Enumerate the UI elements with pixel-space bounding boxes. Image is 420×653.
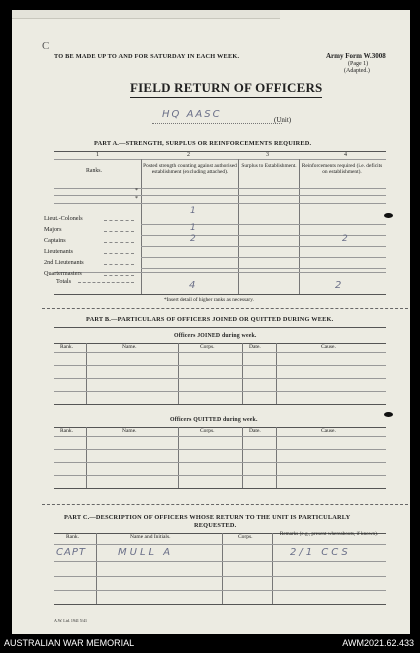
form-id: Army Form W.3008 [326, 52, 386, 60]
joined-col-header: Corps. [200, 344, 215, 350]
col-number-1: 1 [96, 152, 99, 158]
attached-tab [12, 10, 280, 19]
part-c-name-header: Name and Initials. [130, 534, 171, 540]
rank-label: 2nd Lieutenants [44, 259, 84, 266]
rank-label: Quartermasters [44, 270, 82, 277]
lieut-colonels-posted: 1 [190, 206, 196, 216]
quitted-col-header: Rank. [60, 428, 73, 434]
ranks-header: Ranks. [86, 168, 102, 174]
punch-hole [384, 412, 393, 417]
reinforcements-header: Reinforcements required (i.e. deficits on establishment). [301, 163, 383, 175]
joined-col-header: Rank. [60, 344, 73, 350]
asterisk-marker: * [135, 196, 138, 202]
surplus-header: Surplus to Establishment. [241, 163, 297, 169]
instruction-text: TO BE MADE UP TO AND FOR SATURDAY IN EACH WEEK. [54, 53, 240, 60]
footer-bar [0, 634, 420, 653]
part-b-heading: PART B.—PARTICULARS OF OFFICERS JOINED OR QUITTED DURING WEEK. [86, 316, 334, 323]
posted-value: 1 [190, 223, 196, 233]
corner-mark: C [42, 40, 50, 52]
rank-label: Lieutenants [44, 248, 73, 255]
quitted-col-header: Corps. [200, 428, 215, 434]
entry-name: MULL A [118, 547, 174, 558]
part-c-remarks-header: Remarks (e.g., present whereabouts, if known). [279, 531, 379, 537]
part-c-corps-header: Corps. [238, 534, 253, 540]
quitted-col-header: Date. [249, 428, 261, 434]
posted-strength-header: Posted strength counting against authorised establishment (excluding attached). [143, 163, 237, 175]
punch-hole [384, 213, 393, 218]
quitted-col-header: Cause. [321, 428, 336, 434]
totals-reinforcements: 2 [335, 280, 342, 291]
entry-rank: CAPT [56, 547, 86, 558]
unit-handwritten: HQ AASC [162, 109, 222, 120]
asterisk-marker: * [135, 188, 138, 194]
entry-remarks: 2/1 CCS [290, 547, 351, 558]
unit-label: (Unit) [274, 116, 292, 124]
col-number-3: 3 [266, 152, 269, 158]
col-number-2: 2 [187, 152, 190, 158]
footer-right: AWM2021.62.433 [342, 638, 414, 648]
footnote: *Insert detail of higher ranks as necessary. [164, 297, 254, 303]
totals-posted: 4 [189, 280, 196, 291]
rank-label: Captains [44, 237, 66, 244]
posted-value: 2 [190, 234, 196, 244]
joined-col-header: Cause. [321, 344, 336, 350]
rank-label: Majors [44, 226, 62, 233]
part-c-rank-header: Rank. [66, 534, 79, 540]
joined-col-header: Name. [122, 344, 137, 350]
quitted-col-header: Name. [122, 428, 137, 434]
quitted-title: Officers QUITTED during week. [170, 417, 258, 423]
print-code: A.W. Ltd. 1941 5/41 [54, 618, 87, 623]
part-a-heading: PART A.—STRENGTH, SURPLUS OR REINFORCEMENTS REQUIRED. [94, 140, 312, 147]
totals-label: Totals [56, 278, 72, 285]
form-adapted: (Adapted.) [344, 68, 370, 74]
joined-title: Officers JOINED during week. [174, 333, 257, 339]
form-page [12, 10, 410, 634]
form-page: (Page 1) [348, 61, 369, 67]
part-c-heading-line1: PART C.—DESCRIPTION OF OFFICERS WHOSE RETURN TO THE UNIT IS PARTICULARLY [64, 514, 351, 521]
col-number-4: 4 [344, 152, 347, 158]
footer-left: AUSTRALIAN WAR MEMORIAL [4, 638, 135, 648]
reinforcements-value: 2 [342, 234, 348, 244]
rank-label: Lieut.-Colonels [44, 215, 83, 222]
joined-col-header: Date. [249, 344, 261, 350]
form-title: FIELD RETURN OF OFFICERS [130, 80, 322, 98]
part-c-heading-line2: REQUESTED. [194, 522, 237, 529]
